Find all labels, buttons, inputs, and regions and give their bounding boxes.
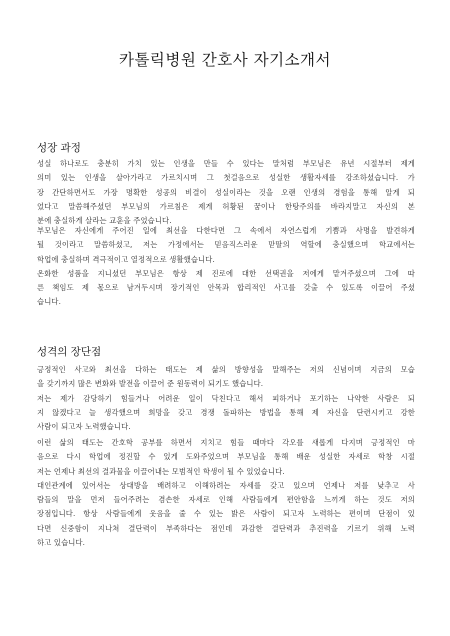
text-line: 음으로 다시 학업에 정진할 수 있게 도와주었으며 부모님을 통해 배운 성실한 자세로 학창 시절 xyxy=(37,452,415,462)
text-line: 었다고 말씀해주셨던 부모님의 가르침은 제게 허황된 꿈이나 한탕주의를 바라지말고 자신의 본 xyxy=(37,201,415,211)
text-line: 성실 하나로도 충분히 가치 있는 인생을 만들 수 있다는 말처럼 부모님은 유년 시절부터 제게 xyxy=(37,159,415,168)
text-line: 장 간단하면서도 가장 명확한 성공의 비결이 성실이라는 것을 오랜 인생의 경험을 통해 알게 되 xyxy=(37,187,415,197)
text-line: 될 것이라고 말씀하셨고, 저는 가정에서는 믿음직스러운 맏딸의 역할에 충실했으며 학교에서는 xyxy=(37,240,415,250)
text-line: 하고 있습니다. xyxy=(37,538,86,548)
text-line: 른 책임도 제 몫으로 남겨두시며 장기적인 안목과 합리적인 사고를 갖출 수 있도록 이끌어 주셨 xyxy=(37,283,415,293)
text-line: 사람이 되고자 노력했습니다. xyxy=(37,422,131,432)
text-line: 온화한 성품을 지니셨던 부모님은 항상 제 진로에 대한 선택권을 저에게 맡겨주셨으며 그에 따 xyxy=(37,268,415,278)
text-line: 을 갖기까지 많은 변화와 발전을 이끌어 준 원동력이 되기도 했습니다. xyxy=(37,379,264,389)
document-title: 카톨릭병원 간호사 자기소개서 xyxy=(118,51,331,69)
text-line: 저는 언제나 최선의 결과물을 이끌어내는 모범적인 학생이 될 수 있었습니다. xyxy=(37,466,285,476)
text-line: 부모님은 자신에게 주어진 일에 최선을 다한다면 그 속에서 자연스럽게 기쁨과 사명을 발견하게 xyxy=(37,226,415,235)
paragraph-growth-2 xyxy=(37,224,415,310)
paragraph-personality-1 xyxy=(37,363,415,434)
text-line: 긍정적인 사고와 최선을 다하는 태도는 제 삶의 방향성을 말해주는 저의 신념이며 지금의 모습 xyxy=(37,365,415,374)
text-line: 지 않겠다고 늘 생각했으며 희망을 갖고 경쟁 돌파하는 방법을 통해 제 자신을 단련시키고 강한 xyxy=(37,407,415,417)
section-heading-personality: 성격의 장단점 xyxy=(37,346,102,358)
text-line: 다면 신중함이 지나쳐 결단력이 부족하다는 점인데 과감한 결단력과 추진력을 기르기 위해 노력 xyxy=(37,523,415,533)
paragraph-growth-1 xyxy=(37,157,415,228)
text-line: 이런 삶의 태도는 간호학 공부를 하면서 지치고 힘들 때마다 각오를 새롭게 다지며 긍정적인 마 xyxy=(37,438,415,447)
text-line: 대인관계에 있어서는 상대방을 배려하고 이해하려는 자세를 갖고 있으며 언제나 저를 낮추고 사 xyxy=(37,480,415,490)
paragraph-personality-2 xyxy=(37,436,415,550)
text-line: 분에 충실하게 살라는 교훈을 주었습니다. xyxy=(37,216,172,226)
text-line: 저는 제가 감당하기 힘들거나 어려운 일이 닥친다고 해서 피하거나 포기하는 나약한 사람은 되 xyxy=(37,393,415,403)
text-line: 습니다. xyxy=(37,297,62,307)
text-line: 람들의 말을 먼저 들어주려는 겸손한 자세로 인해 사람들에게 편안함을 느끼게 하는 것도 저의 xyxy=(37,495,415,505)
text-line: 장점입니다. 항상 사람들에게 웃음을 줄 수 있는 밝은 사람이 되고자 노력하는 편이며 단점이 있 xyxy=(37,509,415,519)
section-heading-growth: 성장 과정 xyxy=(37,142,81,154)
text-line: 학업에 충실하며 격극적이고 열정적으로 생활했습니다. xyxy=(37,254,215,264)
text-line: 의미 있는 인생을 살아가라고 가르치시며 그 첫걸음으로 성실한 생활자세를 강조하셨습니다. 가 xyxy=(37,173,415,183)
